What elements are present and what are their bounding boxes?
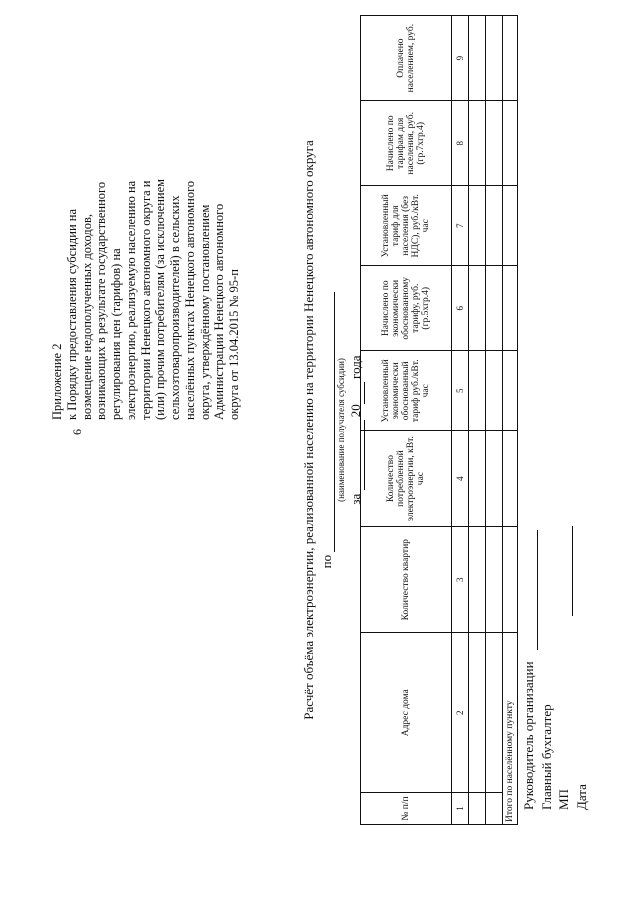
stamp-label: МП [556, 789, 572, 810]
header-cell: Количество квартир [361, 526, 452, 632]
recipient-line [318, 50, 348, 810]
appendix-line: электроэнергию, реализуемую населению на [123, 180, 138, 420]
table-cell [486, 351, 503, 431]
table-cell [503, 526, 518, 632]
document-title [300, 50, 365, 810]
signature-head [520, 526, 538, 810]
table-cell [486, 633, 503, 793]
signature-line [562, 526, 573, 616]
appendix-line: сельхозтоваропроизводителей) в сельских [168, 195, 182, 420]
appendix-line: регулирования цен (тарифов) на [109, 248, 123, 420]
signature-accountant-label: Главный бухгалтер [538, 704, 554, 810]
table-cell [486, 793, 503, 825]
appendix-line: возмещение недополученных доходов, [79, 213, 94, 420]
table-cell [486, 526, 503, 632]
appendix-line: населённых пунктах Ненецкого автономного [182, 180, 197, 420]
table-cell [486, 186, 503, 266]
signature-line [527, 530, 538, 650]
date-label: Дата [573, 784, 589, 810]
table-cell [503, 351, 518, 431]
page-number: 6 [70, 429, 84, 435]
header-cell: Установленный экономически обоснованный тариф руб./кВт. час [361, 351, 452, 431]
header-cell: Начислено по экономически обоснованному тарифу, руб. (гр.5хгр.4) [361, 266, 452, 351]
header-cell: № п/п [361, 793, 452, 825]
signature-block [520, 526, 590, 810]
table-cell [469, 16, 486, 101]
table-cell [486, 431, 503, 527]
column-number: 4 [452, 431, 469, 527]
header-cell: Начислено по тарифам для населения, руб. (гр.7хгр.4) [361, 101, 452, 186]
signature-date [573, 526, 591, 810]
table-cell [503, 266, 518, 351]
appendix-line: (или) прочим потребителям (за исключением [153, 178, 168, 420]
table-cell [503, 101, 518, 186]
appendix-line: к Порядку предоставления субсидии на [64, 208, 79, 420]
total-row [503, 16, 518, 825]
column-number-row [452, 16, 469, 825]
appendix-line: возникающих в результате государственного [94, 181, 109, 420]
title-line: Расчёт объёма электроэнергии, реализованной населению на территории Ненецкого автономного округа [301, 140, 316, 720]
table-cell [503, 16, 518, 101]
appendix-line: территории Ненецкого автономного округа и [138, 180, 153, 420]
column-number: 5 [452, 351, 469, 431]
column-number: 9 [452, 16, 469, 101]
table-header-row [361, 16, 452, 825]
total-label: Итого по населённому пункту [503, 633, 518, 825]
table-cell [469, 633, 486, 793]
header-cell: Адрес дома [361, 633, 452, 793]
header-cell: Установленный тариф для населения (без НДС), руб./кВт. час [361, 186, 452, 266]
recipient-prefix: по [318, 554, 334, 569]
table-cell [469, 266, 486, 351]
table-cell [469, 793, 486, 825]
column-number: 3 [452, 526, 469, 632]
table-cell [503, 186, 518, 266]
header-cell: Оплачено населением, руб. [361, 16, 452, 101]
appendix-block [50, 110, 242, 420]
table-cell [503, 431, 518, 527]
table-cell [486, 101, 503, 186]
period-prefix: за [348, 493, 364, 505]
table-cell [469, 351, 486, 431]
table-cell [469, 186, 486, 266]
table-cell [486, 16, 503, 101]
table-cell [486, 266, 503, 351]
signature-stamp [555, 526, 573, 810]
appendix-line: округа, утверждённому постановлением [197, 204, 212, 420]
column-number: 7 [452, 186, 469, 266]
appendix-line: округа от 13.04.2015 № 95-п [227, 269, 241, 420]
table-cell [469, 526, 486, 632]
column-number: 2 [452, 633, 469, 793]
signature-accountant [538, 526, 556, 810]
column-number: 1 [452, 793, 469, 825]
header-cell: Количество потребленной электроэнергии, кВт. час [361, 431, 452, 527]
table-cell [469, 431, 486, 527]
table-row [486, 16, 503, 825]
period-year: 20 [348, 404, 364, 418]
table-cell [469, 101, 486, 186]
appendix-heading: Приложение 2 [50, 343, 64, 420]
recipient-field [322, 292, 335, 552]
signature-head-label: Руководитель организации [521, 661, 536, 810]
period-suffix: года [348, 355, 364, 379]
column-number: 6 [452, 266, 469, 351]
calculation-table [360, 15, 518, 825]
table-row [469, 16, 486, 825]
appendix-line: Администрации Ненецкого автономного [212, 203, 227, 420]
column-number: 8 [452, 101, 469, 186]
recipient-hint: (наименование получателя субсидии) [336, 358, 347, 502]
